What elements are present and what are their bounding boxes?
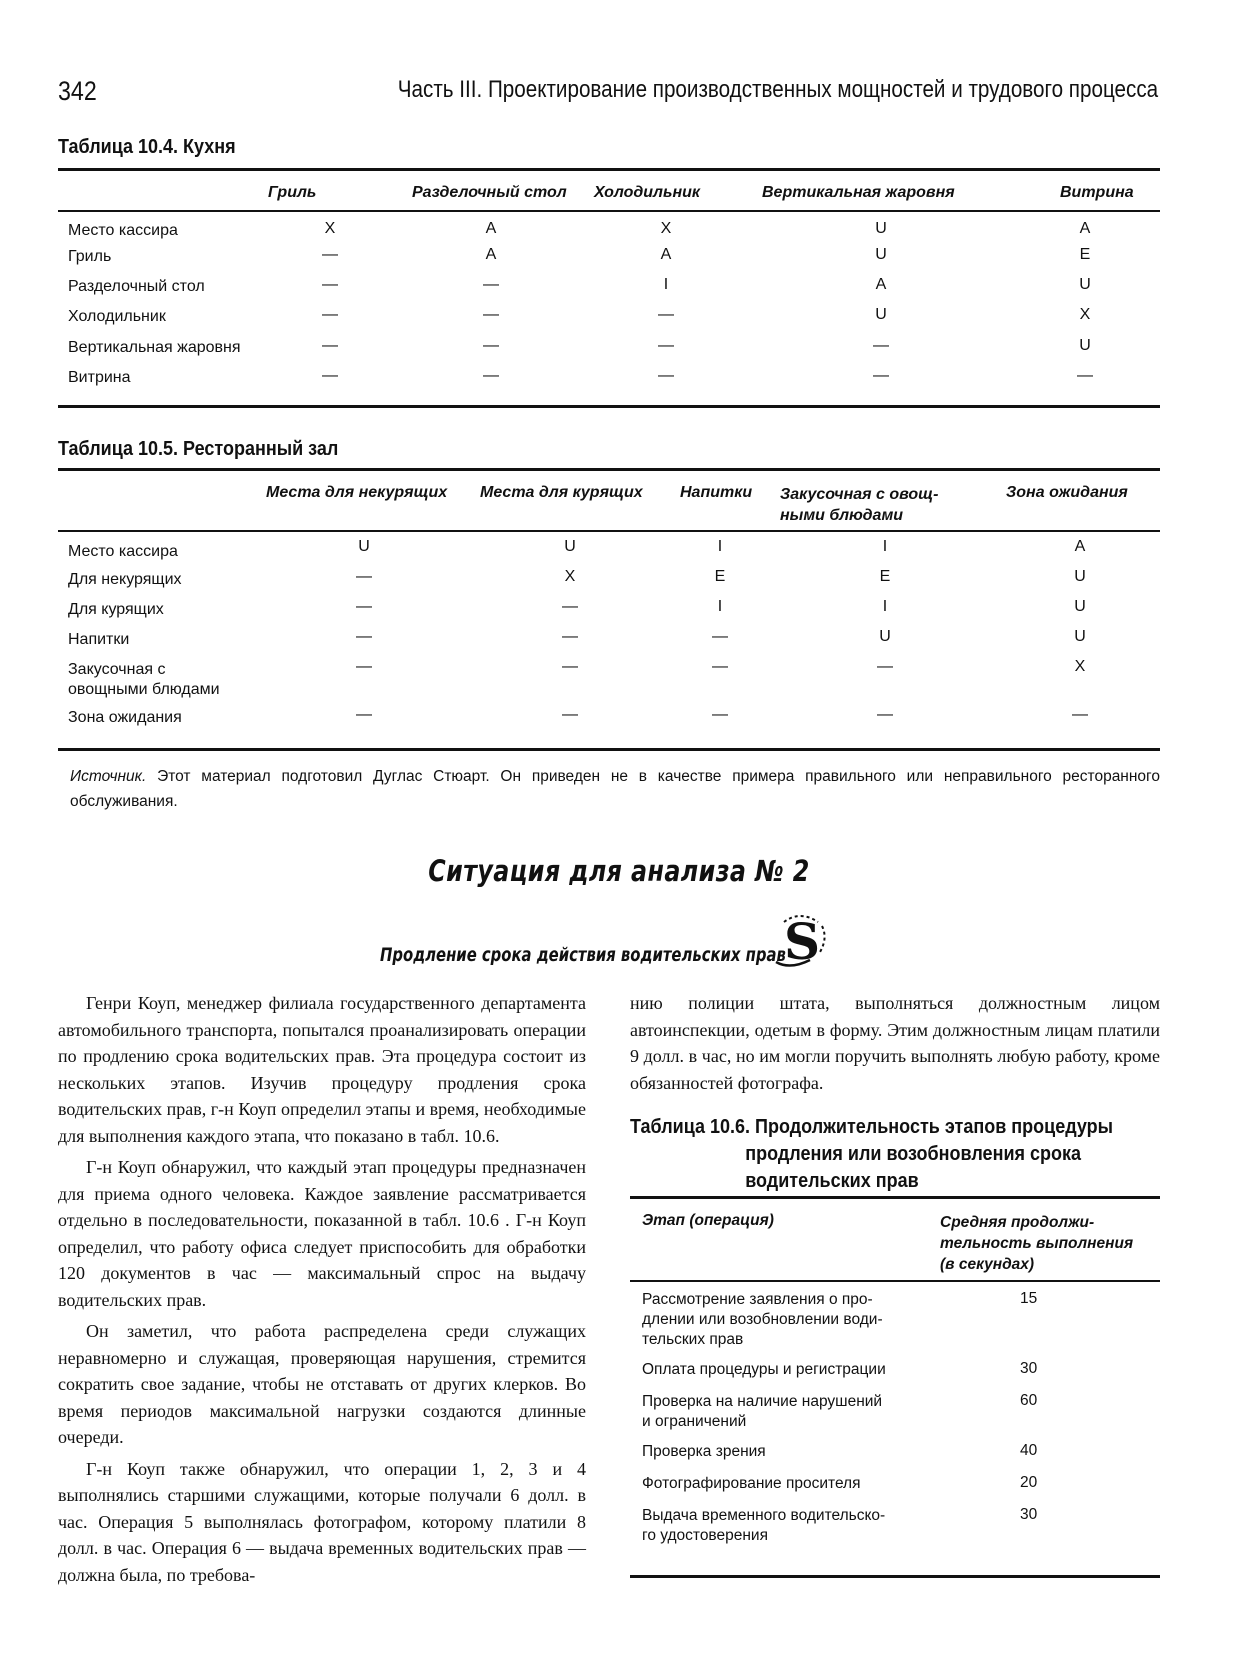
table-cell: — (483, 276, 499, 293)
table-cell: U (1079, 337, 1091, 354)
table-col-header: Вертикальная жаровня (762, 184, 955, 201)
table-10-6 (630, 1198, 1160, 1550)
table-10-5-bottom-rule (58, 748, 1160, 751)
table-10-6-caption-line: водительских прав (745, 1170, 919, 1192)
table-row (58, 654, 1160, 702)
table-col-header: Средняя продолжи- тельность выполнения (в секундах) (940, 1214, 1134, 1273)
step-label: Оплата процедуры и регистрации (642, 1361, 886, 1378)
table-row (58, 302, 1160, 333)
table-10-6-caption-line: продления или возобновления срока (745, 1143, 1082, 1165)
table-cell: E (879, 568, 891, 585)
table-cell: A (1079, 220, 1091, 237)
table-row (58, 272, 1160, 302)
row-label: Холодильник (68, 308, 166, 325)
table-cell: — (356, 598, 372, 615)
table-cell: X (324, 220, 336, 237)
row-label: Зона ожидания (68, 709, 182, 726)
table-10-4-bottom-rule (58, 405, 1160, 408)
table-cell: — (712, 628, 728, 645)
table-col-header: Гриль (268, 184, 317, 201)
row-label: Напитки (68, 631, 130, 648)
table-cell: — (562, 598, 578, 615)
step-time: 60 (1020, 1392, 1038, 1409)
table-cell: — (356, 568, 372, 585)
table-cell: — (483, 367, 499, 384)
table-cell: — (873, 337, 889, 354)
table-row (58, 242, 1160, 272)
body-paragraph: Генри Коуп, менеджер филиала государственного департамента автомобильного транспорта, попытался проанализировать операции по продлению срока водительских прав. Эта процедура состоит из нескольких этапов. Изучив процедуру продления срока водительских прав, г-н Коуп определил этапы и время, необходимые для выполнения каждого этапа, что показано в табл. 10.6. (58, 993, 586, 1146)
table-cell: X (660, 220, 672, 237)
table-cell: — (322, 337, 338, 354)
table-cell: — (322, 276, 338, 293)
table-10-6-caption-line: Таблица 10.6. Продолжительность этапов процедуры (630, 1116, 1114, 1138)
table-cell: A (485, 220, 497, 237)
table-cell: — (562, 628, 578, 645)
table-cell: A (875, 276, 887, 293)
row-label: Для курящих (68, 601, 164, 618)
table-row (58, 702, 1160, 732)
table-cell: U (875, 306, 887, 323)
table-row (58, 564, 1160, 594)
row-label: Витрина (68, 369, 131, 386)
body-paragraph: нию полиции штата, выполняться должностным лицом автоинспекции, одетым в форму. Этим должностным лицам платили 9 долл. в час, но им могли поручить выполнять любую работу, кроме обязанностей фотографа. (630, 993, 1160, 1093)
table-col-header: Холодильник (594, 184, 701, 201)
step-time: 20 (1020, 1474, 1038, 1491)
table-cell: — (877, 706, 893, 723)
table-row (58, 363, 1160, 393)
table-cell: A (1074, 538, 1086, 555)
table-cell: U (1079, 276, 1091, 293)
table-10-5 (58, 470, 1160, 732)
table-cell: U (358, 538, 370, 555)
body-paragraph: Он заметил, что работа распределена среди служащих неравномерно и служащая, проверяющая нарушения, стремится сократить свое задание, чтобы не отставать от других клерков. Во время периодов максимальной нагрузки создаются длинные очереди. (58, 1321, 586, 1447)
table-cell: — (356, 658, 372, 675)
table-row (630, 1468, 1160, 1500)
table-cell: X (564, 568, 576, 585)
table-cell: I (882, 538, 888, 555)
table-cell: — (483, 337, 499, 354)
table-cell: U (875, 246, 887, 263)
table-10-4 (58, 170, 1160, 393)
table-row (58, 594, 1160, 624)
source-prefix: Источник. (70, 768, 147, 785)
table-cell: U (564, 538, 576, 555)
step-label: Проверка на наличие нарушений и ограничений (642, 1393, 883, 1430)
table-cell: — (877, 658, 893, 675)
table-col-header: Закусочная с овощ- ными блюдами (780, 486, 939, 524)
table-10-4-caption: Таблица 10.4. Кухня (58, 136, 236, 158)
table-cell: X (1074, 658, 1086, 675)
case-subtitle: Продление срока действия водительских прав (380, 944, 786, 966)
table-col-header: Напитки (680, 484, 753, 501)
table-cell: — (322, 306, 338, 323)
table-cell: — (1077, 367, 1093, 384)
body-right-column (630, 990, 1160, 1101)
table-cell: — (712, 658, 728, 675)
table-cell: E (1079, 246, 1091, 263)
table-col-header: Разделочный стол (412, 184, 567, 201)
source-note (70, 764, 1160, 814)
table-cell: A (660, 246, 672, 263)
table-cell: — (658, 367, 674, 384)
table-cell: — (562, 658, 578, 675)
table-cell: I (717, 538, 723, 555)
table-cell: — (356, 706, 372, 723)
table-cell: — (483, 306, 499, 323)
table-10-5-caption: Таблица 10.5. Ресторанный зал (58, 438, 339, 460)
step-time: 30 (1020, 1360, 1038, 1377)
table-cell: — (658, 306, 674, 323)
table-cell: — (712, 706, 728, 723)
table-cell: — (322, 246, 338, 263)
table-cell: — (1072, 706, 1088, 723)
table-cell: — (322, 367, 338, 384)
table-cell: — (562, 706, 578, 723)
row-label: Для некурящих (68, 571, 182, 588)
table-row (58, 333, 1160, 363)
table-row (58, 530, 1160, 564)
body-paragraph: Г-н Коуп обнаружил, что каждый этап процедуры предназначен для приема одного человека. Каждое заявление рассматривается отдельно в последовательности, показанной в табл. 10.6 . Г-н Коуп определил, что работу офиса следует приспособить для обработки 120 документов в час — максимальный спрос на выдачу водительских прав. (58, 1157, 586, 1310)
table-col-header: Этап (операция) (642, 1212, 774, 1229)
table-row (630, 1354, 1160, 1386)
step-label: Рассмотрение заявления о про- длении или возобновлении води- тельских прав (642, 1291, 883, 1348)
source-text: Этот материал подготовил Дуглас Стюарт. Он приведен не в качестве примера правильного или неправильного ресторанного обслуживания. (70, 768, 1160, 810)
table-cell: — (873, 367, 889, 384)
table-row (630, 1436, 1160, 1468)
row-label: Место кассира (68, 543, 178, 560)
table-cell: E (714, 568, 726, 585)
table-cell: — (658, 337, 674, 354)
table-cell: I (882, 598, 888, 615)
table-cell: U (1074, 568, 1086, 585)
page-number: 342 (58, 76, 97, 106)
table-row (58, 210, 1160, 242)
table-row (630, 1386, 1160, 1436)
table-cell: I (717, 598, 723, 615)
table-row (58, 624, 1160, 654)
table-row (630, 1280, 1160, 1354)
row-label: Место кассира (68, 222, 178, 239)
table-cell: A (485, 246, 497, 263)
row-label: Вертикальная жаровня (68, 339, 241, 356)
step-label: Фотографирование просителя (642, 1475, 861, 1492)
body-left-column (58, 990, 586, 1593)
table-cell: U (879, 628, 891, 645)
table-cell: U (875, 220, 887, 237)
s-service-icon (770, 912, 832, 968)
step-time: 15 (1020, 1290, 1038, 1307)
step-label: Проверка зрения (642, 1443, 766, 1460)
table-cell: — (356, 628, 372, 645)
table-row (630, 1500, 1160, 1550)
row-label: Разделочный стол (68, 278, 205, 295)
table-corner (58, 170, 258, 210)
step-time: 30 (1020, 1506, 1038, 1523)
table-cell: U (1074, 598, 1086, 615)
step-label: Выдача временного водительско- го удостоверения (642, 1507, 886, 1544)
table-cell: I (663, 276, 669, 293)
table-col-header: Зона ожидания (1006, 484, 1128, 501)
table-10-6-caption (630, 1114, 1167, 1195)
table-col-header: Места для некурящих (266, 484, 448, 501)
table-col-header: Места для курящих (480, 484, 643, 501)
svg-text:S: S (784, 912, 821, 968)
case-title: Ситуация для анализа № 2 (428, 854, 810, 888)
table-cell: U (1074, 628, 1086, 645)
table-col-header: Витрина (1060, 184, 1134, 201)
table-10-6-bottom-rule (630, 1575, 1160, 1578)
step-time: 40 (1020, 1442, 1038, 1459)
body-paragraph: Г-н Коуп также обнаружил, что операции 1, 2, 3 и 4 выполнялись старшими служащими, которые получали 6 долл. в час. Операция 5 выполнялась фотографом, которому платили 8 долл. в час. Операция 6 — выдача временных водительских прав — должна была, по требова- (58, 1458, 586, 1585)
table-corner (58, 470, 258, 530)
row-label: Гриль (68, 248, 112, 265)
row-label: Закусочная с овощными блюдами (68, 661, 220, 698)
table-cell: X (1079, 306, 1091, 323)
running-title: Часть III. Проектирование производственных мощностей и трудового процесса (397, 76, 1158, 103)
